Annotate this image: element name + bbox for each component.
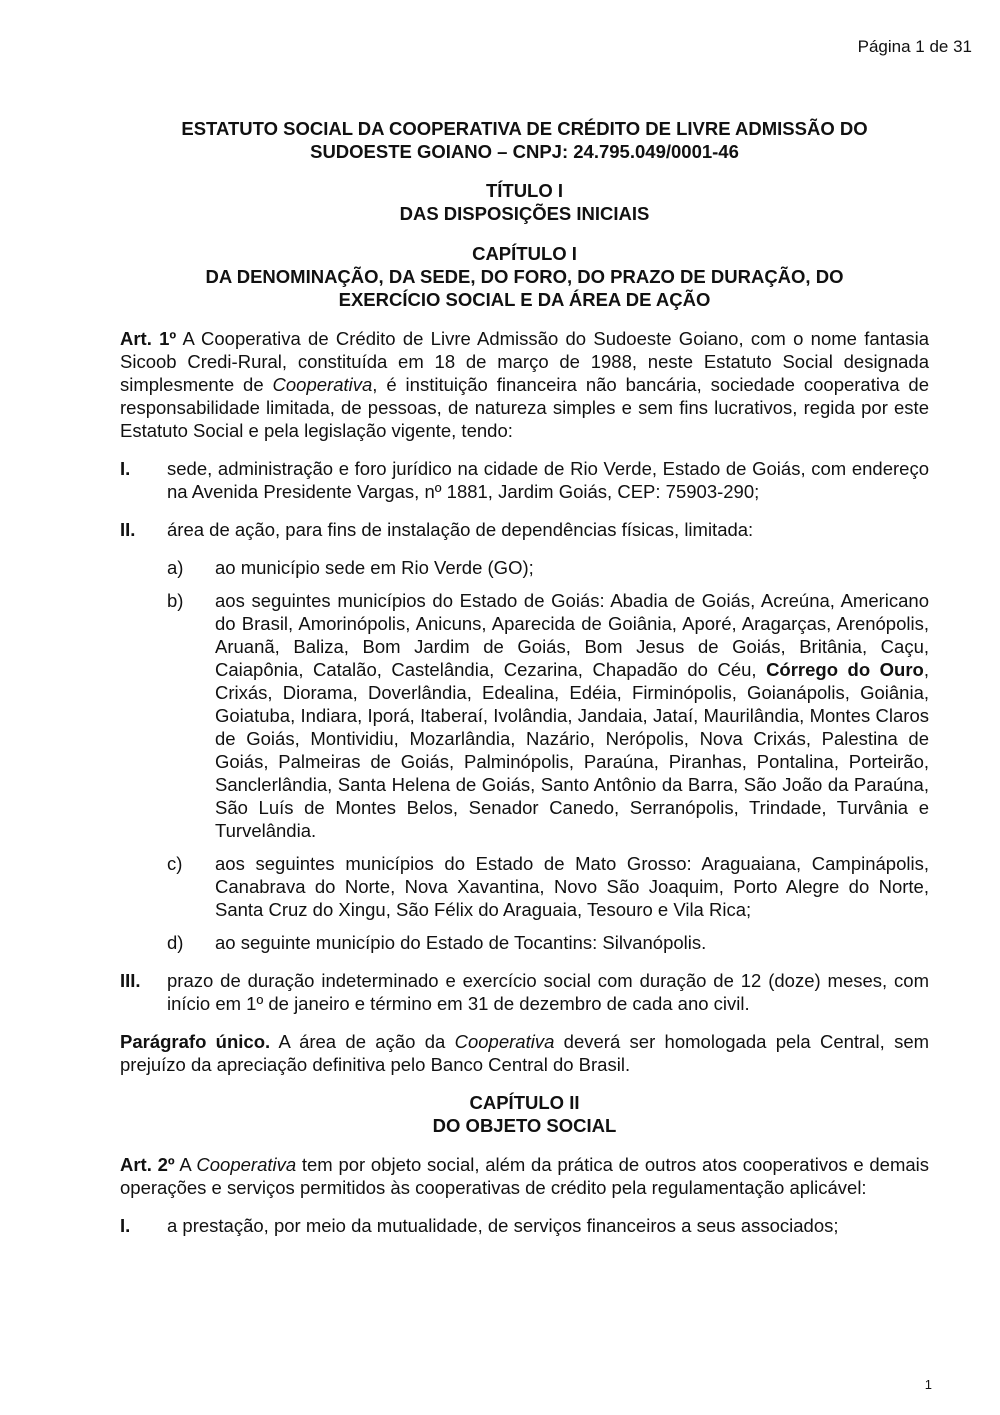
art1-item-1 (120, 457, 929, 503)
sub-letter: d) (167, 932, 184, 953)
art1-sole-paragraph (120, 1030, 929, 1076)
document-title-line1: ESTATUTO SOCIAL DA COOPERATIVA DE CRÉDITO DE LIVRE ADMISSÃO DO (181, 118, 868, 139)
art2-text-a: A (174, 1154, 197, 1175)
sub-b-text-before: aos seguintes municípios do Estado de Goiás: Abadia de Goiás, Acreúna, Americano do Brasil, Amorinópolis, Anicuns, Aparecida de Goiânia, Aporé, Aragarças, Arenópolis, Aruanã, Baliza, Bom Jardim de Goiás, Bom Jesus de Goiás, Britânia, Caçu, Caiapônia, Catalão, Castelândia, Cezarina, Chapadão do Céu, (215, 590, 929, 680)
sub-letter: b) (167, 590, 184, 611)
titulo-heading (120, 179, 929, 225)
item-text: prazo de duração indeterminado e exercício social com duração de 12 (doze) meses, com início em 1º de janeiro e término em 31 de dezembro de cada ano civil. (167, 970, 929, 1014)
paragraph-label: Parágrafo único. (120, 1031, 271, 1052)
page-number: 1 (924, 1377, 932, 1392)
art2-label: Art. 2º (120, 1154, 175, 1175)
item-number: III. (120, 970, 141, 991)
item-number: I. (120, 1215, 131, 1236)
item-text: área de ação, para fins de instalação de dependências físicas, limitada: (167, 519, 754, 540)
art2-text-italic: Cooperativa (196, 1154, 297, 1175)
art2-paragraph (120, 1153, 929, 1199)
paragraph-text-italic: Cooperativa (454, 1031, 555, 1052)
art1-item-2 (120, 518, 929, 541)
sub-text: aos seguintes municípios do Estado de Mato Grosso: Araguaiana, Campinápolis, Canabrava do Norte, Nova Xavantina, Novo São Joaquim, Porto Alegre do Norte, Santa Cruz do Xingu, São Félix do Araguaia, Tesouro e Vila Rica; (215, 853, 929, 920)
sub-b-text-after: , Crixás, Diorama, Doverlândia, Edealina, Edéia, Firminópolis, Goianápolis, Goiânia, Goiatuba, Indiara, Iporá, Itaberaí, Ivolândia, Jandaia, Jataí, Maurilândia, Montes Claros de Goiás, Montividiu, Mozarlândia, Nazário, Nerópolis, Nova Crixás, Palestina de Goiás, Palmeiras de Goiás, Palminópolis, Paraúna, Piranhas, Pontalina, Porteirão, Sanclerlândia, Santa Helena de Goiás, Santo Antônio da Barra, São João da Paraúna, São Luís de Montes Belos, Senador Canedo, Serranópolis, Trindade, Turvânia e Turvelândia. (215, 659, 929, 841)
chapter2-heading (120, 1091, 929, 1137)
document-title (120, 117, 929, 163)
paragraph-text-b: deverá ser homologada pela Central, sem prejuízo da apreciação definitiva pelo Banco Central do Brasil. (120, 1031, 930, 1075)
chapter2-name: DO OBJETO SOCIAL (432, 1115, 617, 1136)
sub-text: ao seguinte município do Estado de Tocantins: Silvanópolis. (215, 932, 707, 953)
art1-text-a: A Cooperativa de Crédito de Livre Admissão do Sudoeste Goiano, com o nome fantasia Sicoob Credi-Rural, constituída em 18 de março de 1988, neste Estatuto Social designada simplesmente de (120, 328, 930, 395)
art1-item-2-sub-a (167, 556, 929, 579)
art1-paragraph (120, 327, 929, 442)
sub-letter: a) (167, 557, 184, 578)
chapter1-label: CAPÍTULO I (472, 243, 577, 264)
art1-item-3 (120, 969, 929, 1015)
art1-item-2-sub-d (167, 931, 929, 954)
art2-text-b: tem por objeto social, além da prática de outros atos cooperativos e demais operações e serviços permitidos às cooperativas de crédito pela regulamentação aplicável: (120, 1154, 929, 1198)
item-number: I. (120, 458, 131, 479)
art1-label: Art. 1º (120, 328, 177, 349)
sub-letter: c) (167, 853, 183, 874)
item-text: a prestação, por meio da mutualidade, de serviços financeiros a seus associados; (167, 1215, 839, 1236)
sub-text: ao município sede em Rio Verde (GO); (215, 557, 534, 578)
chapter1-heading (120, 242, 929, 311)
paragraph-text-a: A área de ação da (270, 1031, 455, 1052)
art2-item-1 (120, 1214, 929, 1237)
item-text: sede, administração e foro jurídico na cidade de Rio Verde, Estado de Goiás, com endereço na Avenida Presidente Vargas, nº 1881, Jardim Goiás, CEP: 75903-290; (167, 458, 929, 502)
sub-text (215, 589, 929, 842)
titulo-label: TÍTULO I (485, 180, 564, 201)
page-label: Página 1 de 31 (857, 37, 972, 56)
chapter2-label: CAPÍTULO II (469, 1092, 580, 1113)
art1-item-2-sub-b (167, 589, 929, 842)
art1-text-b: , é instituição financeira não bancária, sociedade cooperativa de responsabilidade limitada, de pessoas, de natureza simples e sem fins lucrativos, regida por este Estatuto Social e pela legislação vigente, tendo: (120, 374, 929, 441)
chapter1-name-line2: EXERCÍCIO SOCIAL E DA ÁREA DE AÇÃO (338, 289, 711, 310)
document-title-line2: SUDOESTE GOIANO – CNPJ: 24.795.049/0001-46 (310, 141, 739, 162)
art1-text-italic: Cooperativa (272, 374, 373, 395)
art1-item-2-sub-c (167, 852, 929, 921)
sub-b-text-bold: Córrego do Ouro (766, 659, 924, 680)
document-body (120, 117, 929, 1252)
item-number: II. (120, 519, 136, 540)
chapter1-name-line1: DA DENOMINAÇÃO, DA SEDE, DO FORO, DO PRAZO DE DURAÇÃO, DO (205, 266, 844, 287)
titulo-name: DAS DISPOSIÇÕES INICIAIS (399, 203, 650, 224)
